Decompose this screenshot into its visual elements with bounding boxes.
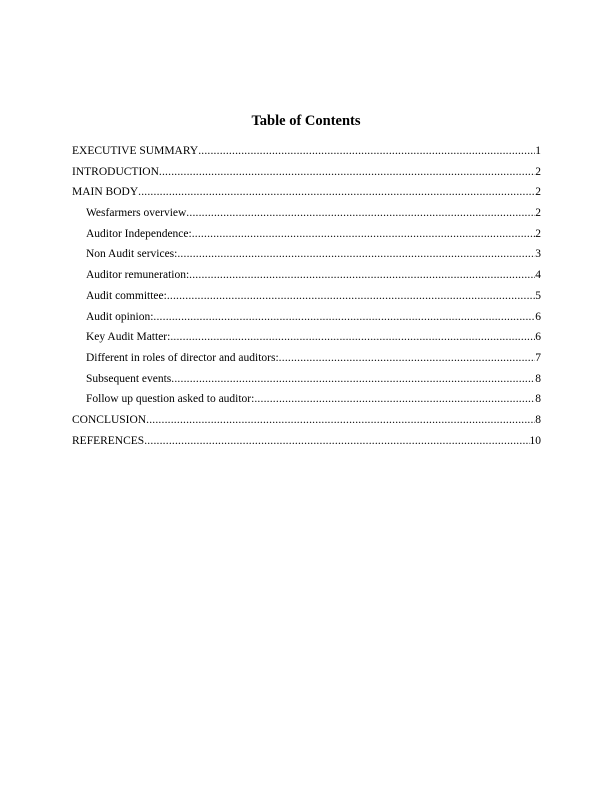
- toc-page-number: 10: [529, 434, 541, 447]
- toc-entry-label: REFERENCES: [72, 434, 145, 447]
- toc-page-number: 8: [535, 372, 541, 385]
- dot-leader: [138, 182, 535, 203]
- toc-entry-label: Auditor Independence:: [86, 227, 192, 240]
- toc-entry-label: EXECUTIVE SUMMARY: [72, 145, 199, 157]
- dot-leader: [159, 162, 535, 183]
- toc-entry-auditor-independence[interactable]: [72, 224, 541, 245]
- toc-entry-label: Follow up question asked to auditor:: [86, 393, 255, 406]
- toc-entry-label: Different in roles of director and auditors:: [86, 351, 279, 364]
- toc-entry-label: Audit opinion:: [86, 310, 154, 323]
- dot-leader: [186, 203, 535, 224]
- dot-leader: [153, 307, 535, 328]
- dot-leader: [171, 369, 535, 390]
- toc-title: Table of Contents: [251, 113, 361, 129]
- toc-page-number: 2: [535, 227, 541, 240]
- toc-entry-label: MAIN BODY: [72, 186, 139, 199]
- toc-entry-introduction[interactable]: [72, 162, 541, 183]
- toc-entry-label: Key Audit Matter:: [86, 331, 171, 344]
- toc-entry-references[interactable]: [72, 431, 541, 452]
- toc-page-number: 7: [535, 351, 541, 364]
- toc-page-number: 1: [535, 145, 541, 157]
- dot-leader: [189, 265, 535, 286]
- toc-page-number: 8: [535, 413, 541, 426]
- toc-entry-conclusion[interactable]: [72, 410, 541, 431]
- dot-leader: [198, 141, 535, 162]
- toc-entry-audit-committee[interactable]: [72, 286, 541, 307]
- toc-entry-executive-summary[interactable]: [72, 141, 541, 162]
- toc-page-number: 5: [535, 289, 541, 302]
- toc-page-number: 3: [535, 248, 541, 261]
- toc-page-number: 6: [535, 310, 541, 323]
- dot-leader: [146, 410, 535, 431]
- toc-page-number: 2: [535, 207, 541, 220]
- toc-entry-non-audit-services[interactable]: [72, 244, 541, 265]
- toc-entry-director-auditor-roles[interactable]: [72, 348, 541, 369]
- toc-entry-main-body[interactable]: [72, 182, 541, 203]
- toc-entry-label: Wesfarmers overview: [86, 207, 187, 220]
- toc-entry-auditor-remuneration[interactable]: [72, 265, 541, 286]
- toc-entry-label: Subsequent events: [86, 372, 172, 385]
- dot-leader: [144, 431, 529, 452]
- dot-leader: [170, 327, 535, 348]
- toc-page-number: 6: [535, 331, 541, 344]
- toc-entry-label: Audit committee:: [86, 289, 167, 302]
- toc-entry-subsequent-events[interactable]: [72, 369, 541, 390]
- toc-entry-label: CONCLUSION: [72, 413, 147, 426]
- dot-leader: [279, 348, 536, 369]
- dot-leader: [254, 389, 535, 410]
- toc-entry-audit-opinion[interactable]: [72, 307, 541, 328]
- toc-page-number: 2: [535, 186, 541, 199]
- dot-leader: [167, 286, 535, 307]
- toc-entry-follow-up-question[interactable]: [72, 389, 541, 410]
- toc-entry-label: Non Audit services:: [86, 248, 178, 261]
- toc-list: [72, 141, 541, 451]
- toc-entry-label: INTRODUCTION: [72, 165, 159, 178]
- dot-leader: [177, 244, 535, 265]
- toc-page-number: 4: [535, 269, 541, 282]
- toc-page-number: 2: [535, 165, 541, 178]
- toc-entry-label: Auditor remuneration:: [86, 269, 190, 282]
- toc-page-number: 8: [535, 393, 541, 406]
- toc-entry-wesfarmers-overview[interactable]: [72, 203, 541, 224]
- toc-entry-key-audit-matter[interactable]: [72, 327, 541, 348]
- dot-leader: [192, 224, 536, 245]
